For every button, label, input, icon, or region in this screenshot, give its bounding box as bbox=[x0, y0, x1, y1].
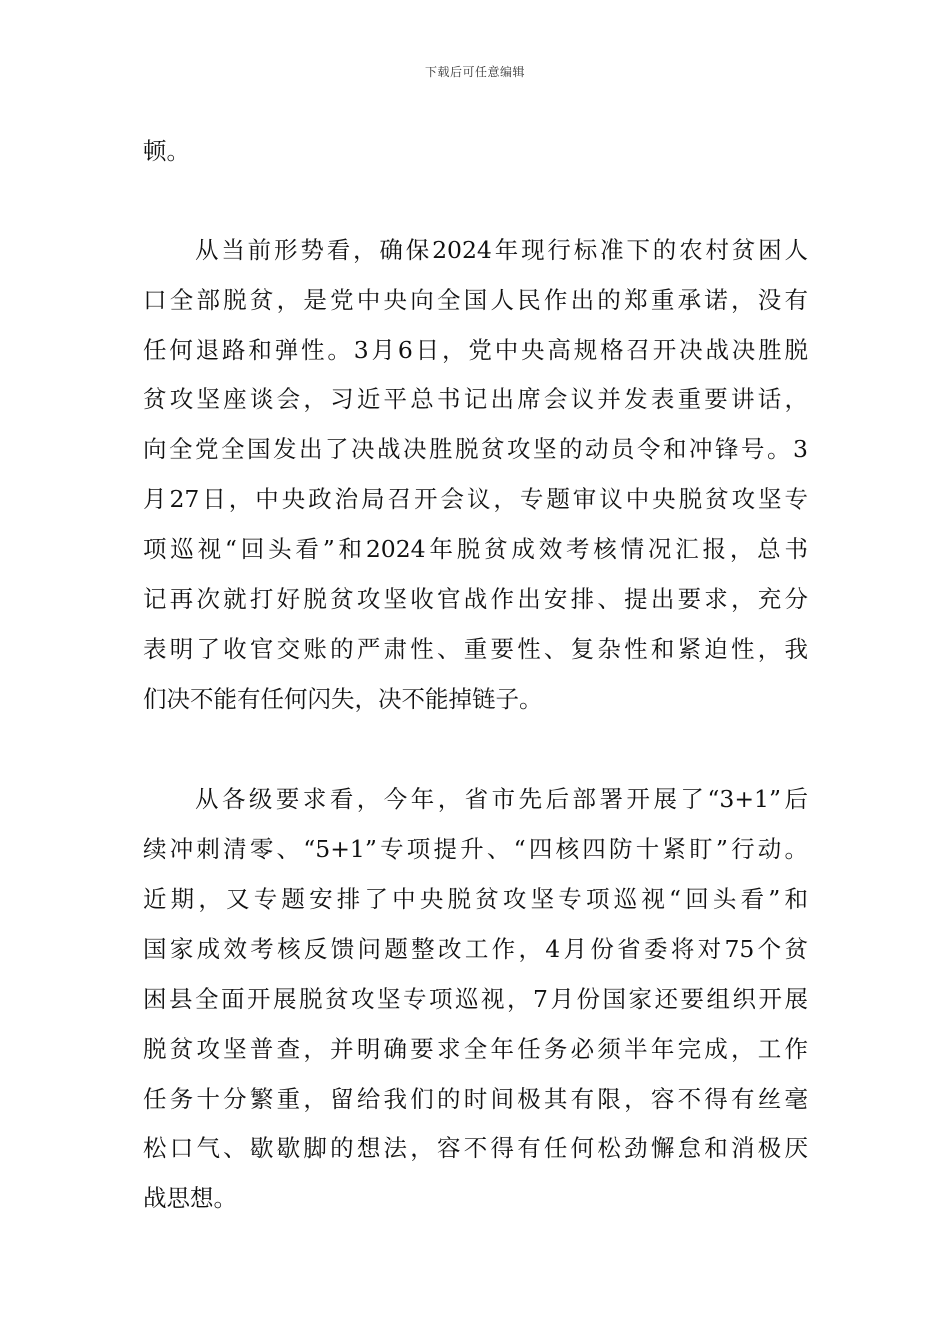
paragraph-3-line-2: 续冲刺清零、“5+1”专项提升、“四核四防十紧盯”行动。 bbox=[143, 835, 808, 863]
paragraph-3-line-7: 任务十分繁重，留给我们的时间极其有限，容不得有丝毫 bbox=[143, 1085, 808, 1113]
paragraph-3-line-3: 近期，又专题安排了中央脱贫攻坚专项巡视“回头看”和 bbox=[143, 885, 808, 913]
paragraph-2-line-3: 任何退路和弹性。3月6日，党中央高规格召开决战决胜脱 bbox=[143, 336, 808, 364]
paragraph-2-line-2: 口全部脱贫，是党中央向全国人民作出的郑重承诺，没有 bbox=[143, 286, 808, 314]
paragraph-3-line-6: 脱贫攻坚普查，并明确要求全年任务必须半年完成，工作 bbox=[143, 1035, 808, 1063]
paragraph-2-line-8: 记再次就打好脱贫攻坚收官战作出安排、提出要求，充分 bbox=[143, 585, 808, 613]
paragraph-3-line-8: 松口气、歇歇脚的想法，容不得有任何松劲懈怠和消极厌 bbox=[143, 1134, 808, 1162]
paragraph-2-line-7: 项巡视“回头看”和2024年脱贫成效考核情况汇报，总书 bbox=[143, 535, 808, 563]
page-header-note: 下载后可任意编辑 bbox=[424, 65, 525, 79]
paragraph-2-line-5: 向全党全国发出了决战决胜脱贫攻坚的动员令和冲锋号。3 bbox=[143, 435, 808, 463]
paragraph-3-line-1: 从各级要求看，今年，省市先后部署开展了“3+1”后 bbox=[195, 785, 808, 813]
paragraph-2-line-9: 表明了收官交账的严肃性、重要性、复杂性和紧迫性，我 bbox=[143, 635, 808, 663]
paragraph-2-line-6: 月27日，中央政治局召开会议，专题审议中央脱贫攻坚专 bbox=[143, 485, 808, 513]
paragraph-3-line-5: 困县全面开展脱贫攻坚专项巡视，7月份国家还要组织开展 bbox=[143, 985, 808, 1013]
paragraph-2-line-4: 贫攻坚座谈会，习近平总书记出席会议并发表重要讲话， bbox=[143, 385, 808, 413]
paragraph-2-line-1: 从当前形势看，确保2024年现行标准下的农村贫困人 bbox=[195, 236, 808, 264]
paragraph-3-line-4: 国家成效考核反馈问题整改工作，4月份省委将对75个贫 bbox=[143, 935, 808, 963]
paragraph-3-line-9: 战思想。 bbox=[143, 1184, 237, 1212]
paragraph-1-line-1: 顿。 bbox=[143, 137, 190, 165]
paragraph-2-line-10: 们决不能有任何闪失，决不能掉链子。 bbox=[143, 685, 543, 713]
